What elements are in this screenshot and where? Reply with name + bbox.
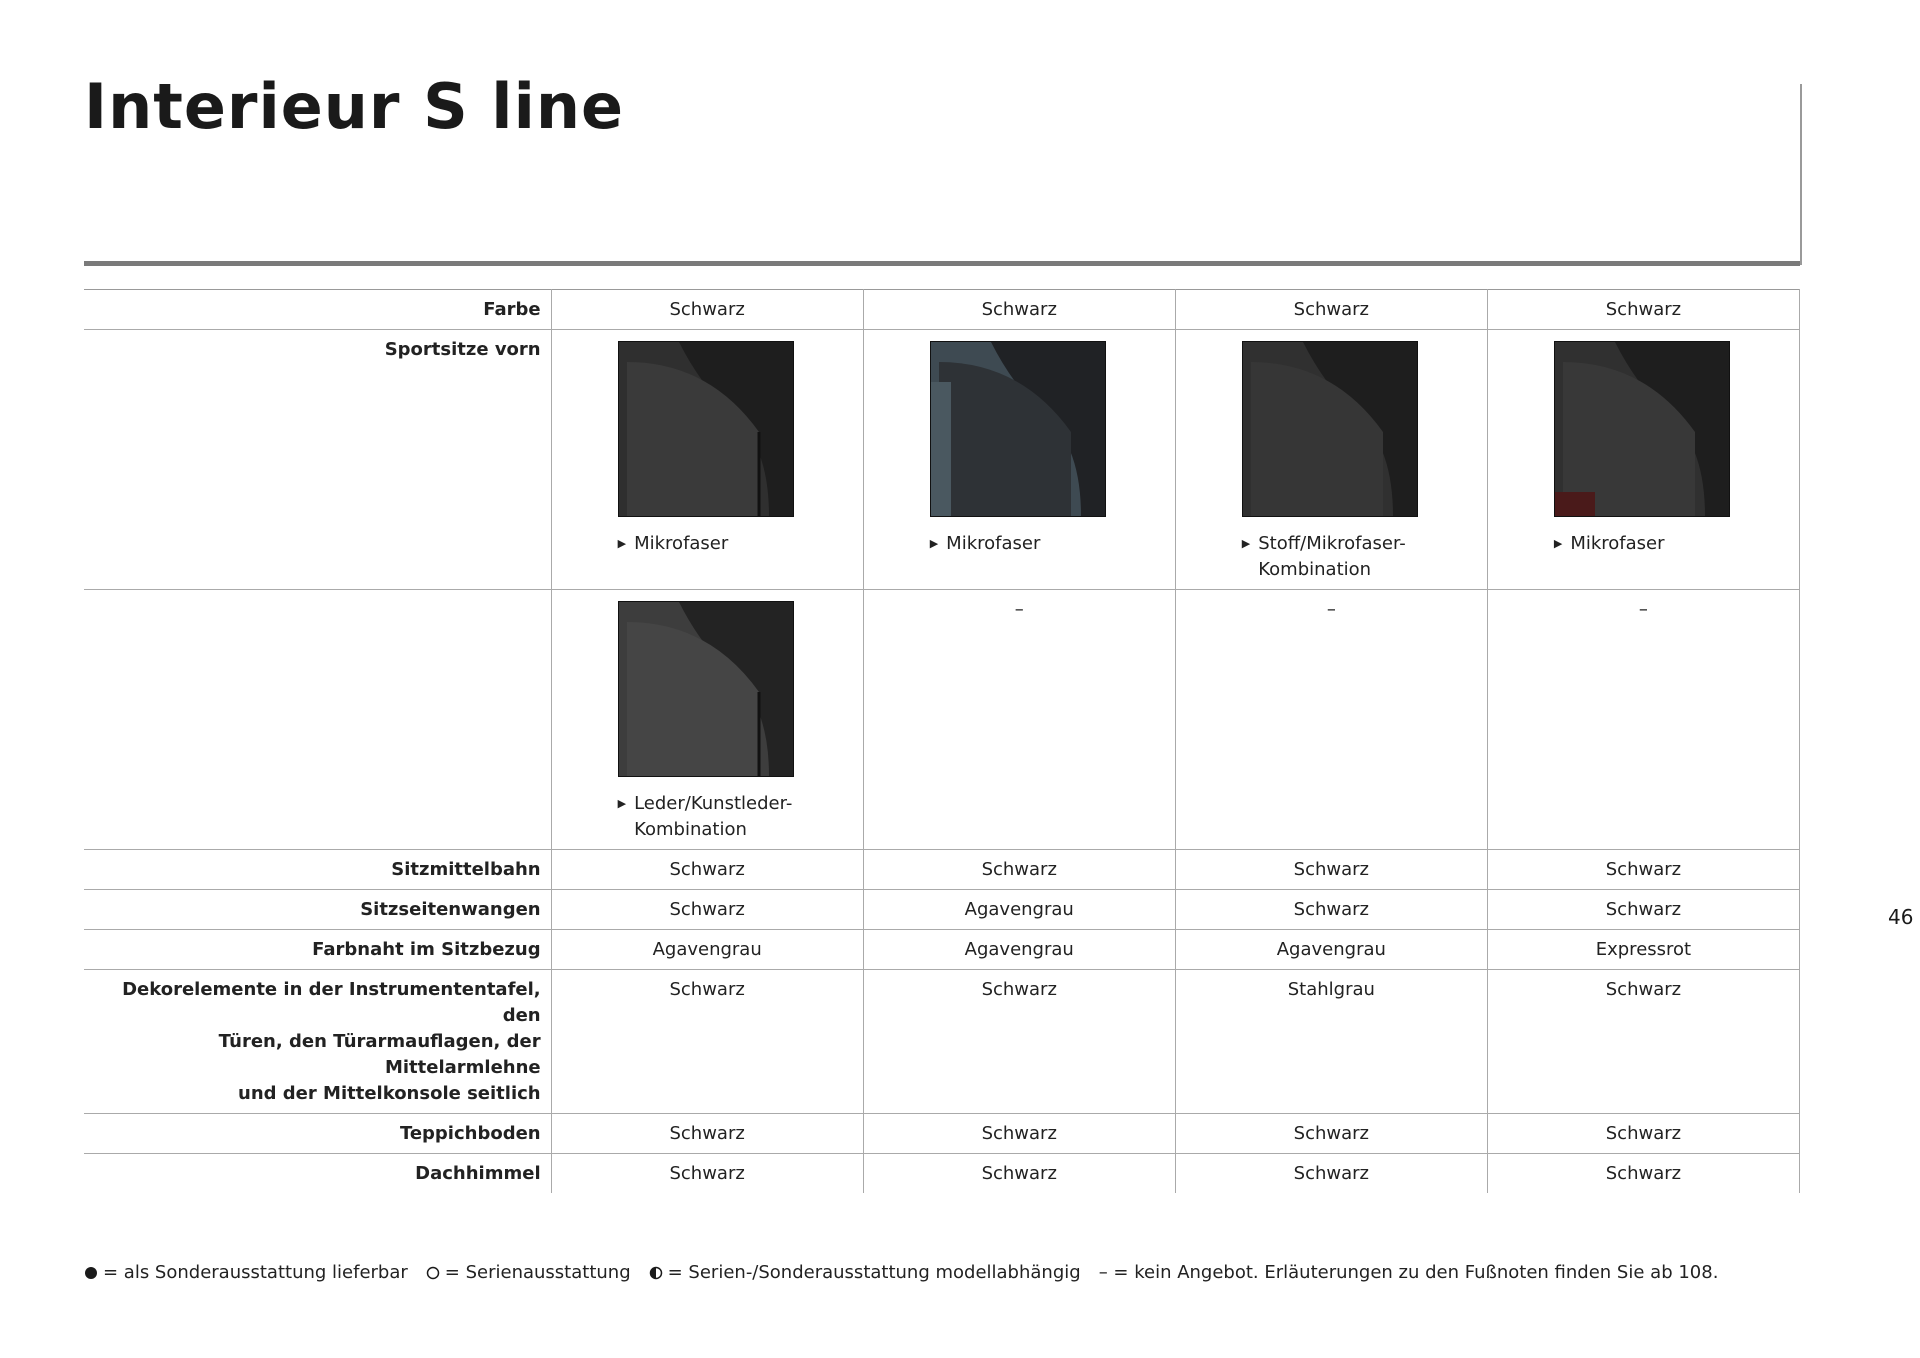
- table-cell: Schwarz: [1175, 290, 1487, 330]
- seat-material-label: Stoff/Mikrofaser-: [1258, 533, 1406, 554]
- table-row-farbnaht: [84, 930, 1800, 970]
- table-cell: Schwarz: [1175, 1154, 1487, 1194]
- table-cell: Schwarz: [1487, 290, 1799, 330]
- seat-material-label: Kombination: [634, 819, 747, 840]
- seat-swatch-image: [930, 341, 1106, 517]
- seat-swatch-image: [1242, 341, 1418, 517]
- seat-material-label: Mikrofaser: [946, 533, 1041, 554]
- row-label-line: Türen, den Türarmauflagen, der Mittelarmlehne: [218, 1031, 541, 1078]
- table-cell: Schwarz: [1487, 850, 1799, 890]
- row-label: Teppichboden: [84, 1114, 551, 1154]
- table-cell: Agavengrau: [863, 890, 1175, 930]
- table-row-dachhimmel: [84, 1154, 1800, 1194]
- table-row-farbe: [84, 290, 1800, 330]
- seat-cell: ▶ Mikrofaser: [863, 330, 1175, 590]
- seat-material-label: Leder/Kunstleder-: [634, 793, 793, 814]
- row-label: [84, 970, 551, 1114]
- row-label: Farbnaht im Sitzbezug: [84, 930, 551, 970]
- table-cell: [1487, 590, 1799, 850]
- interior-spec-table: [84, 289, 1800, 1193]
- page-number: 46: [1888, 905, 1914, 929]
- seat-swatch-image: [1554, 341, 1730, 517]
- seat-material-label: Mikrofaser: [634, 533, 729, 554]
- row-label-line: Dekorelemente in der Instrumententafel, den: [122, 979, 541, 1026]
- row-label: Sitzseitenwangen: [84, 890, 551, 930]
- not-available-dash: –: [1326, 599, 1336, 620]
- header-vertical-rule: [1800, 84, 1802, 265]
- empty-circle-icon: [426, 1266, 440, 1280]
- row-label: [84, 590, 551, 850]
- seat-material-label: Mikrofaser: [1570, 533, 1665, 554]
- not-available-dash: –: [1014, 599, 1024, 620]
- half-circle-icon: [649, 1266, 663, 1280]
- row-label: Dachhimmel: [84, 1154, 551, 1194]
- seat-cell: ▶ Leder/Kunstleder- Kombination: [551, 590, 863, 850]
- row-label: Sportsitze vorn: [84, 330, 551, 590]
- table-row-teppichboden: [84, 1114, 1800, 1154]
- row-label-line: und der Mittelkonsole seitlich: [238, 1083, 541, 1104]
- table-row-sportsitze-2: [84, 590, 1800, 850]
- table-cell: Schwarz: [551, 1114, 863, 1154]
- table-row-sportsitze: [84, 330, 1800, 590]
- legend-item-optional: [84, 1262, 408, 1283]
- legend-item-standard: [426, 1262, 631, 1283]
- table-cell: Schwarz: [1487, 1114, 1799, 1154]
- row-label: Farbe: [84, 290, 551, 330]
- seat-swatch-image: [618, 341, 794, 517]
- table-cell: Schwarz: [1487, 890, 1799, 930]
- table-cell: Schwarz: [863, 1114, 1175, 1154]
- legend: [84, 1262, 1736, 1283]
- table-cell: [1175, 590, 1487, 850]
- table-cell: Agavengrau: [863, 930, 1175, 970]
- seat-cell: ▶ Mikrofaser: [1487, 330, 1799, 590]
- legend-item-model-dependent: [649, 1262, 1081, 1283]
- table-cell: Agavengrau: [551, 930, 863, 970]
- table-cell: Agavengrau: [1175, 930, 1487, 970]
- table-row-dekorelemente: [84, 970, 1800, 1114]
- table-cell: Schwarz: [551, 890, 863, 930]
- seat-swatch-image: [618, 601, 794, 777]
- seat-cell: ▶ Stoff/Mikrofaser- Kombination: [1175, 330, 1487, 590]
- row-label: Sitzmittelbahn: [84, 850, 551, 890]
- table-cell: Schwarz: [1175, 850, 1487, 890]
- table-cell: Schwarz: [551, 290, 863, 330]
- table-cell: Schwarz: [863, 290, 1175, 330]
- legend-text: = Serienausstattung: [444, 1262, 631, 1283]
- table-cell: Schwarz: [551, 1154, 863, 1194]
- header-horizontal-rule: [84, 261, 1800, 266]
- table-cell: Schwarz: [863, 1154, 1175, 1194]
- table-cell: Schwarz: [551, 850, 863, 890]
- legend-text: = als Sonderausstattung lieferbar: [103, 1262, 408, 1283]
- table-cell: Schwarz: [863, 850, 1175, 890]
- table-cell: Schwarz: [1175, 1114, 1487, 1154]
- legend-text: = Serien-/Sonderausstattung modellabhängig: [667, 1262, 1081, 1283]
- page-title: Interieur S line: [84, 70, 625, 143]
- legend-text: – = kein Angebot. Erläuterungen zu den Fußnoten finden Sie ab 108.: [1098, 1262, 1719, 1283]
- filled-circle-icon: [84, 1266, 98, 1280]
- table-cell: Schwarz: [863, 970, 1175, 1114]
- table-cell: Schwarz: [1175, 890, 1487, 930]
- seat-material-label: Kombination: [1258, 559, 1372, 580]
- legend-item-not-available: [1099, 1262, 1719, 1283]
- table-row-sitzseitenwangen: [84, 890, 1800, 930]
- not-available-dash: –: [1638, 599, 1648, 620]
- table-cell: Schwarz: [551, 970, 863, 1114]
- seat-cell: ▶ Mikrofaser: [551, 330, 863, 590]
- table-cell: [863, 590, 1175, 850]
- table-cell: Expressrot: [1487, 930, 1799, 970]
- table-cell: Schwarz: [1487, 1154, 1799, 1194]
- table-cell: Stahlgrau: [1175, 970, 1487, 1114]
- table-cell: Schwarz: [1487, 970, 1799, 1114]
- table-row-sitzmittelbahn: [84, 850, 1800, 890]
